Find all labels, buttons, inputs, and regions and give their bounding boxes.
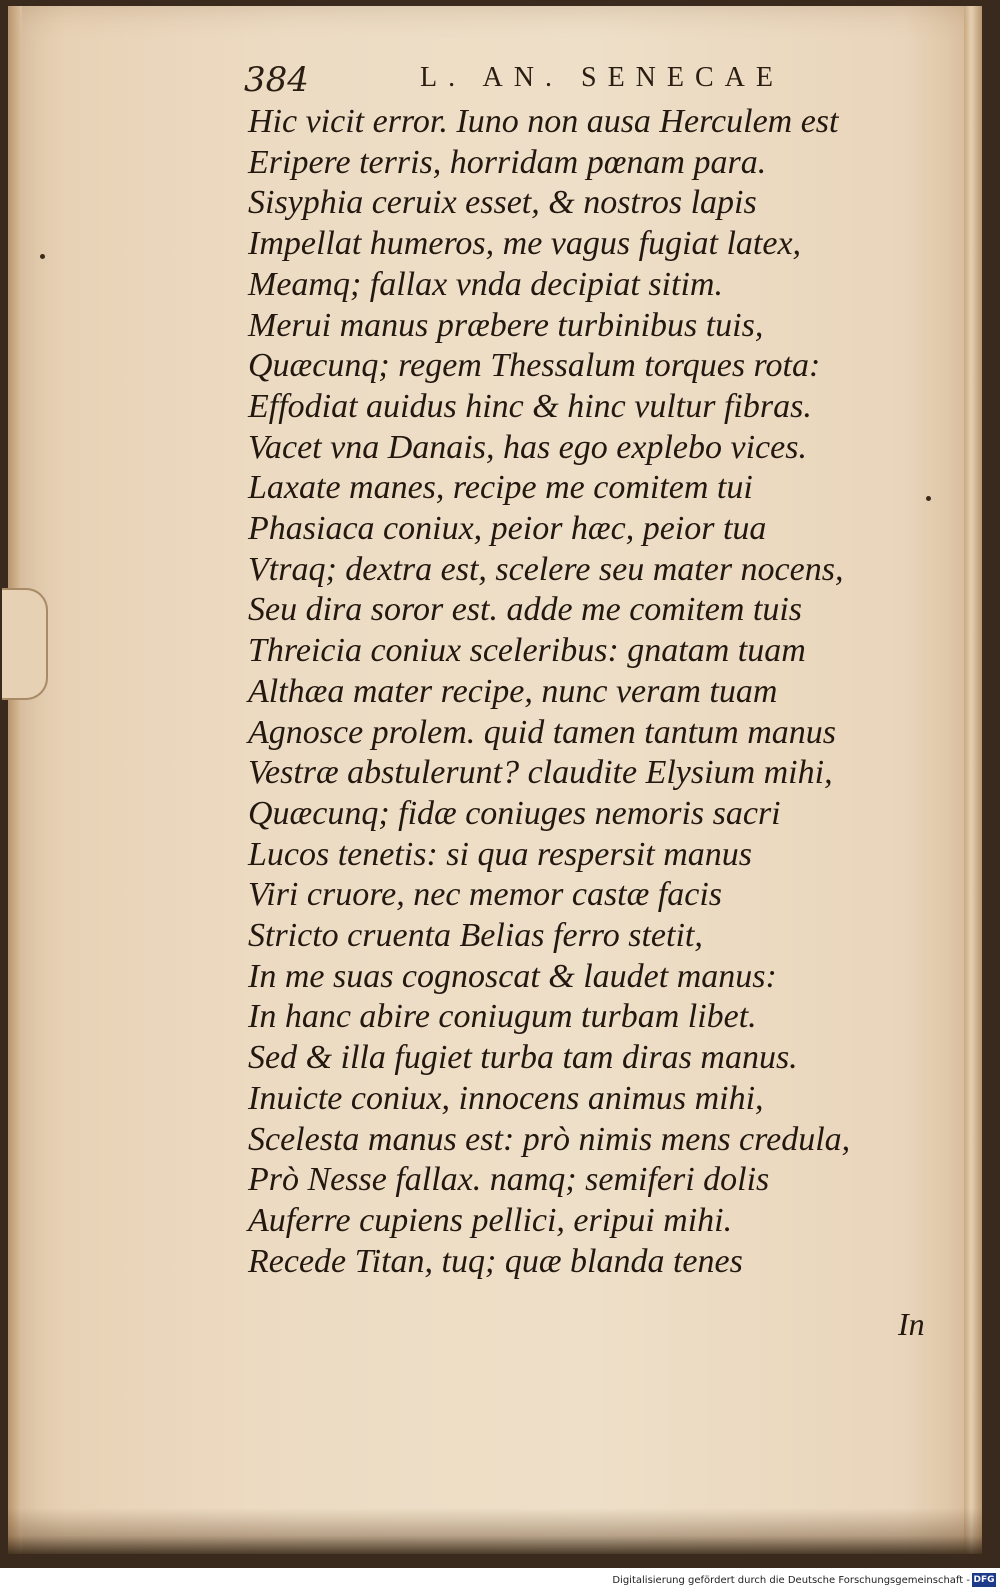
verse-line: Scelesta manus est: prò nimis mens credula, bbox=[248, 1120, 851, 1158]
verse-line: Effodiat auidus hinc & hinc vultur fibras. bbox=[248, 387, 812, 425]
page-number: 384 bbox=[244, 60, 309, 100]
verse-line: Viri cruore, nec memor castæ facis bbox=[248, 876, 723, 914]
catchword: In bbox=[898, 1306, 925, 1342]
verse-line: Vestræ abstulerunt? claudite Elysium mihi, bbox=[248, 754, 833, 792]
page-left-edge bbox=[8, 6, 22, 1554]
running-head: L. AN. SENECAE bbox=[420, 62, 784, 93]
verse-line: Laxate manes, recipe me comitem tui bbox=[248, 469, 753, 507]
page-clip-tab bbox=[2, 588, 48, 700]
ink-speck bbox=[40, 254, 45, 259]
verse-line: In hanc abire coniugum turbam libet. bbox=[248, 998, 757, 1036]
book-page bbox=[8, 6, 982, 1554]
verse-line: Recede Titan, tuq; quæ blanda tenes bbox=[248, 1242, 743, 1280]
dfg-logo: DFG bbox=[973, 1575, 995, 1585]
verse-text bbox=[248, 102, 888, 1282]
verse-line: Vtraq; dextra est, scelere seu mater nocens, bbox=[248, 550, 844, 588]
page-bottom-edge bbox=[8, 1508, 982, 1554]
verse-line: Threicia coniux sceleribus: gnatam tuam bbox=[248, 632, 806, 670]
verse-line: Stricto cruenta Belias ferro stetit, bbox=[248, 917, 703, 955]
verse-line: Sed & illa fugiet turba tam diras manus. bbox=[248, 1039, 798, 1077]
verse-line: Inuicte coniux, innocens animus mihi, bbox=[248, 1079, 764, 1117]
verse-line: Phasiaca coniux, peior hæc, peior tua bbox=[248, 510, 767, 548]
verse-line: Quæcunq; fidæ coniuges nemoris sacri bbox=[248, 794, 781, 832]
verse-line: Agnosce prolem. quid tamen tantum manus bbox=[248, 713, 837, 751]
verse-line: Auferre cupiens pellici, eripui mihi. bbox=[248, 1201, 733, 1239]
verse-line: Seu dira soror est. adde me comitem tuis bbox=[248, 591, 803, 629]
digitization-credit: Digitalisierung gefördert durch die Deutsche Forschungsgemeinschaft - bbox=[612, 1575, 970, 1586]
verse-line: Althæa mater recipe, nunc veram tuam bbox=[248, 672, 778, 710]
verse-line: Hic vicit error. Iuno non ausa Herculem est bbox=[248, 103, 839, 140]
verse-line: Eripere terris, horridam pœnam para. bbox=[248, 143, 767, 181]
verse-line: Vacet vna Danais, has ego explebo vices. bbox=[248, 428, 807, 466]
verse-line: Lucos tenetis: si qua respersit manus bbox=[248, 835, 753, 873]
verse-line: Meamq; fallax vnda decipiat sitim. bbox=[248, 265, 723, 303]
verse-line: Sisyphia ceruix esset, & nostros lapis bbox=[248, 184, 757, 222]
ink-speck bbox=[926, 496, 931, 501]
verse-line: In me suas cognoscat & laudet manus: bbox=[248, 957, 777, 995]
verse-line: Impellat humeros, me vagus fugiat latex, bbox=[248, 225, 802, 263]
verse-line: Quæcunq; regem Thessalum torques rota: bbox=[248, 347, 821, 385]
page-right-edge bbox=[964, 6, 982, 1554]
digitization-footer bbox=[0, 1568, 1000, 1596]
verse-line: Prò Nesse fallax. namq; semiferi dolis bbox=[248, 1161, 770, 1199]
verse-line: Merui manus præbere turbinibus tuis, bbox=[248, 306, 764, 344]
